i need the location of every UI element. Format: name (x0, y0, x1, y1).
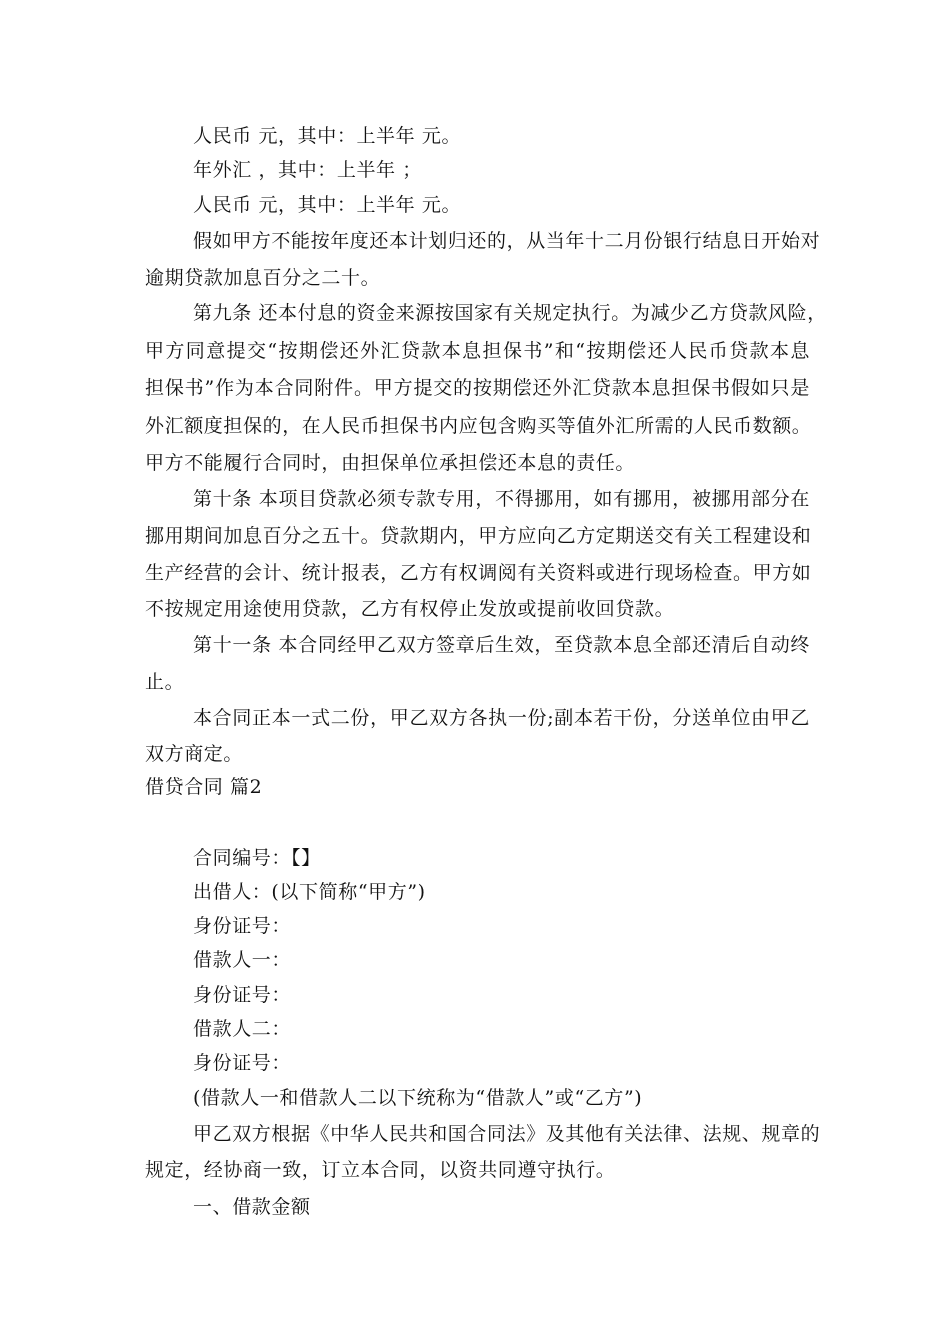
paragraph-line: 本合同正本一式二份，甲乙双方各执一份;副本若干份，分送单位由甲乙 (193, 707, 810, 729)
article-10-line: 不按规定用途使用贷款，乙方有权停止发放或提前收回贷款。 (145, 598, 675, 620)
article-10-line: 挪用期间加息百分之五十。贷款期内，甲方应向乙方定期送交有关工程建设和 (145, 525, 812, 547)
paragraph-line: 双方商定。 (145, 743, 244, 765)
paragraph-line: 假如甲方不能按年度还本计划归还的，从当年十二月份银行结息日开始对 (193, 230, 821, 252)
preamble-line: 甲乙双方根据《中华人民共和国合同法》及其他有关法律、法规、规章的 (193, 1123, 821, 1145)
article-9-line: 甲方不能履行合同时，由担保单位承担偿还本息的责任。 (145, 452, 636, 474)
text-line: 人民币 元，其中：上半年 元。 (193, 125, 462, 147)
section-1-heading: 一、借款金额 (193, 1196, 311, 1218)
paragraph-line: 逾期贷款加息百分之二十。 (145, 267, 381, 289)
contract-number-label: 合同编号：【】 (193, 847, 321, 869)
borrower-2-label: 借款人二： (193, 1018, 292, 1040)
article-9-line: 第九条 还本付息的资金来源按国家有关规定执行。为减少乙方贷款风险， (193, 302, 827, 324)
text-line: 年外汇 ，其中：上半年 ； (193, 159, 422, 181)
id-number-label: 身份证号： (193, 915, 292, 937)
id-number-label: 身份证号： (193, 984, 292, 1006)
text-line: 人民币 元，其中：上半年 元。 (193, 194, 462, 216)
article-9-line: 甲方同意提交“按期偿还外汇贷款本息担保书”和“按期偿还人民币贷款本息 (145, 340, 810, 362)
section-heading: 借贷合同 篇2 (145, 776, 263, 798)
preamble-line: 规定，经协商一致，订立本合同，以资共同遵守执行。 (145, 1159, 616, 1181)
lender-label: 出借人：(以下简称“甲方”) (193, 881, 426, 903)
id-number-label: 身份证号： (193, 1052, 292, 1074)
article-9-line: 外汇额度担保的，在人民币担保书内应包含购买等值外汇所需的人民币数额。 (145, 415, 812, 437)
borrower-note: (借款人一和借款人二以下统称为“借款人”或“乙方”) (193, 1087, 643, 1109)
article-11-line: 第十一条 本合同经甲乙双方签章后生效，至贷款本息全部还清后自动终 (193, 634, 810, 656)
article-10-line: 生产经营的会计、统计报表，乙方有权调阅有关资料或进行现场检查。甲方如 (145, 562, 812, 584)
borrower-1-label: 借款人一： (193, 949, 292, 971)
article-10-line: 第十条 本项目贷款必须专款专用，不得挪用，如有挪用，被挪用部分在 (193, 488, 810, 510)
article-11-line: 止。 (145, 671, 185, 693)
article-9-line: 担保书”作为本合同附件。甲方提交的按期偿还外汇贷款本息担保书假如只是 (145, 377, 810, 399)
